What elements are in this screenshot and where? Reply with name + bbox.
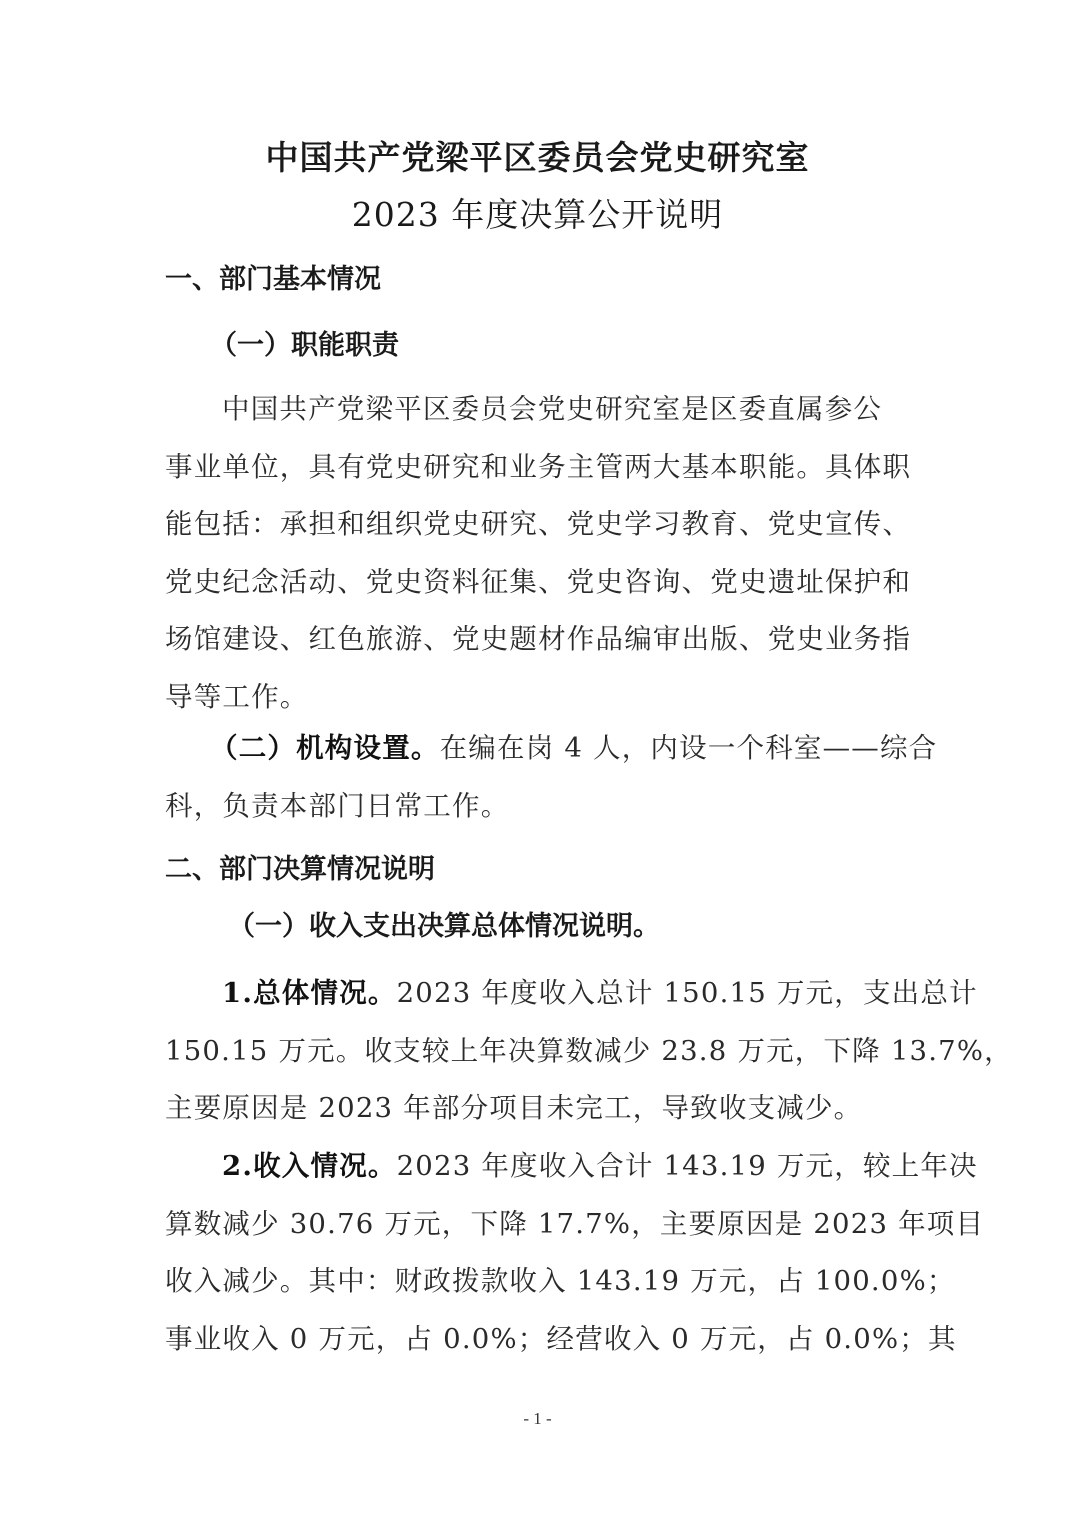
section1-sub1-heading: （一）职能职责 — [210, 330, 399, 361]
paragraph-line: 科，负责本部门日常工作。 — [165, 789, 510, 822]
paragraph-line: 事业收入 0 万元，占 0.0%；经营收入 0 万元，占 0.0%；其 — [165, 1322, 957, 1355]
paragraph-line: 150.15 万元。收支较上年决算数减少 23.8 万元，下降 13.7%， — [165, 1034, 1013, 1067]
paragraph-line: 主要原因是 2023 年部分项目未完工，导致收支减少。 — [165, 1092, 863, 1124]
item2-line1-text: 2023 年度收入合计 143.19 万元，较上年决 — [396, 1150, 978, 1182]
section2-item1-paragraph — [165, 965, 1013, 1138]
item1-lead: 1.总体情况。 — [222, 977, 397, 1009]
sub2-line1-text: 在编在岗 4 人，内设一个科室——综合 — [439, 732, 938, 764]
paragraph-line: 能包括：承担和组织党史研究、党史学习教育、党史宣传、 — [165, 508, 912, 540]
section1-heading: 一、部门基本情况 — [165, 264, 381, 295]
item2-lead: 2.收入情况。 — [222, 1150, 397, 1182]
paragraph-line: 场馆建设、红色旅游、党史题材作品编审出版、党史业务指 — [165, 623, 912, 655]
paragraph-line: 党史纪念活动、党史资料征集、党史咨询、党史遗址保护和 — [165, 565, 912, 598]
section1-sub2-paragraph — [165, 720, 938, 835]
paragraph-line: 算数减少 30.76 万元，下降 17.7%，主要原因是 2023 年项目 — [165, 1207, 985, 1240]
paragraph-line — [165, 965, 978, 1023]
sub2-lead: （二）机构设置。 — [210, 732, 440, 764]
paragraph-line: 中国共产党梁平区委员会党史研究室是区委直属参公 — [222, 393, 883, 425]
section2-item2-paragraph — [165, 1138, 985, 1368]
item1-line1-text: 2023 年度收入总计 150.15 万元，支出总计 — [396, 977, 978, 1009]
document-title-line2: 2023 年度决算公开说明 — [351, 195, 724, 234]
section1-sub1-paragraph — [165, 381, 913, 726]
document-title-line1: 中国共产党梁平区委员会党史研究室 — [265, 138, 810, 177]
section2-sub1-heading: （一）收入支出决算总体情况说明。 — [228, 911, 660, 942]
section2-heading: 二、部门决算情况说明 — [165, 854, 435, 885]
paragraph-line: 事业单位，具有党史研究和业务主管两大基本职能。具体职 — [165, 450, 912, 483]
paragraph-line — [165, 720, 938, 778]
paragraph-line — [165, 1138, 978, 1196]
paragraph-line: 导等工作。 — [165, 680, 309, 713]
paragraph-line: 收入减少。其中：财政拨款收入 143.19 万元，占 100.0%； — [165, 1265, 956, 1297]
page-number: - 1 - — [523, 1409, 552, 1428]
